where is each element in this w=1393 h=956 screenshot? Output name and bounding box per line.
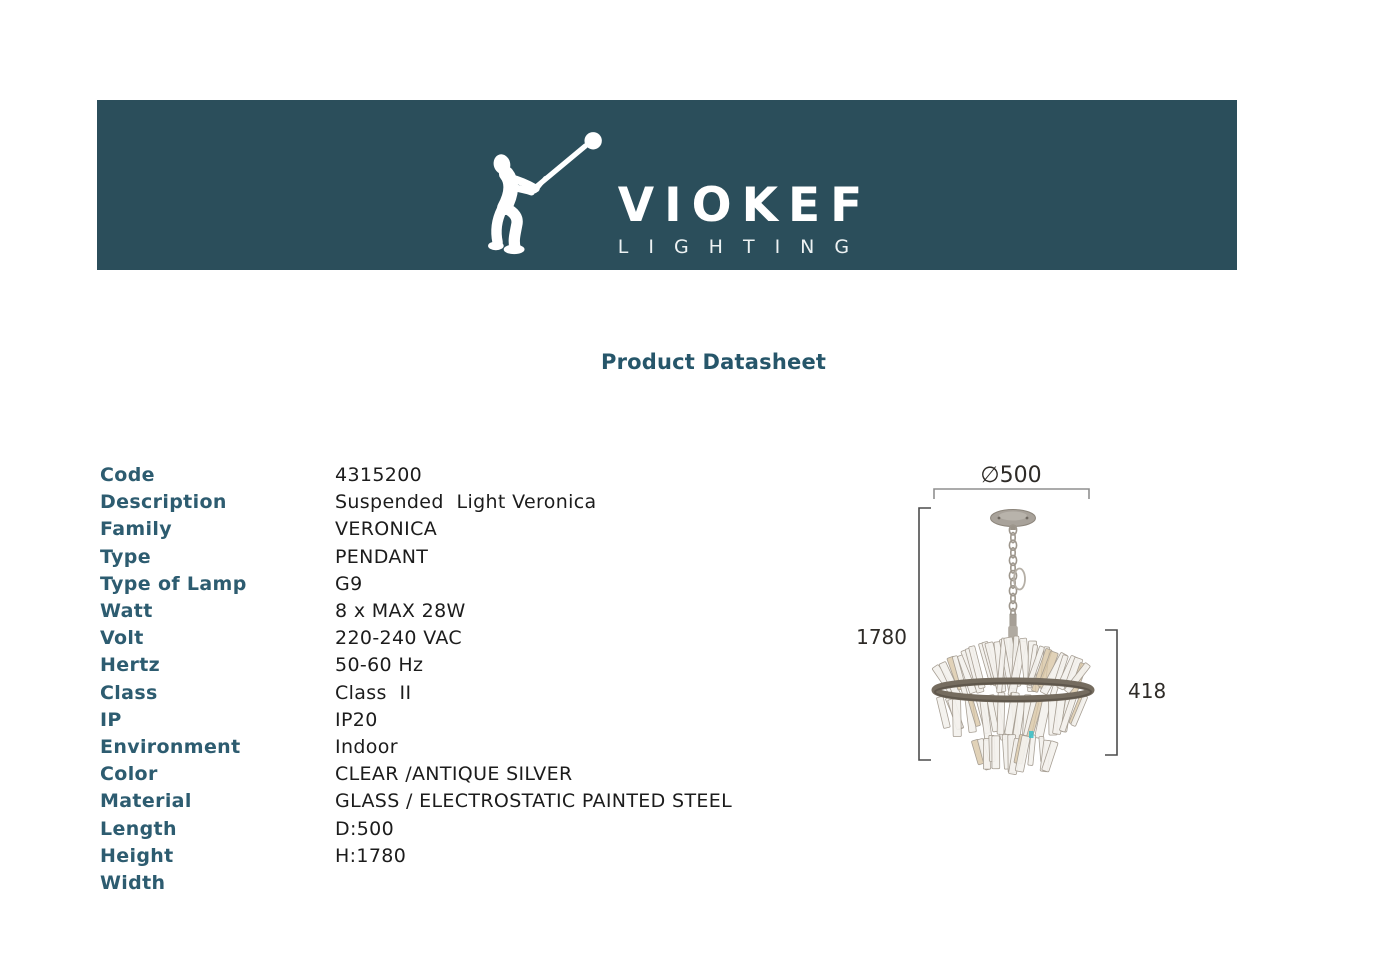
spec-label: Volt — [100, 627, 144, 650]
brand-header — [97, 100, 1237, 270]
canopy-highlight — [999, 512, 1027, 521]
spec-row — [100, 843, 732, 870]
spec-value: D:500 — [335, 817, 395, 840]
spec-row — [100, 680, 732, 707]
spec-row — [100, 707, 732, 734]
spec-label: Type — [100, 545, 151, 568]
diameter-dimension — [934, 463, 1089, 499]
spec-label: Hertz — [100, 654, 161, 677]
spec-row — [100, 516, 732, 543]
brand-name: VIOKEF — [617, 178, 873, 233]
spec-value: 50-60 Hz — [335, 654, 424, 677]
spec-value: 4315200 — [335, 464, 423, 486]
spec-label: Length — [100, 817, 177, 840]
spec-row — [100, 761, 732, 788]
canopy-screw — [1026, 517, 1029, 520]
fixture-height-bracket — [1105, 630, 1117, 755]
spec-label: Description — [100, 491, 227, 514]
crystal-tier-bottom — [971, 734, 1058, 774]
spec-label: Watt — [100, 600, 153, 623]
spec-label: Width — [100, 872, 166, 895]
spec-label: Material — [100, 790, 192, 813]
spec-label: Family — [100, 518, 172, 541]
crystal-tag — [1029, 731, 1034, 738]
spec-row — [100, 788, 732, 815]
fixture-height-dimension — [1105, 630, 1166, 755]
diameter-bracket — [934, 489, 1089, 499]
brand-subtitle: LIGHTING — [617, 236, 870, 258]
spec-row — [100, 734, 732, 761]
spec-value: IP20 — [335, 708, 378, 731]
hammer-thrower-icon — [462, 122, 614, 262]
spec-label: Color — [100, 763, 158, 786]
spec-label: Code — [100, 464, 155, 486]
spec-row — [100, 870, 732, 897]
spec-table — [100, 462, 732, 897]
spec-row — [100, 544, 732, 571]
spec-label: Height — [100, 844, 174, 867]
viokef-logo — [462, 122, 872, 270]
spec-value: H:1780 — [335, 844, 407, 867]
crystal-tier-upper — [932, 636, 1091, 700]
logo-text — [617, 178, 873, 258]
fixture-height-label: 418 — [1128, 679, 1167, 703]
spec-label: Type of Lamp — [100, 572, 247, 595]
diameter-label: ∅500 — [980, 463, 1042, 488]
spec-value: 8 x MAX 28W — [335, 600, 466, 623]
total-height-dimension — [856, 508, 931, 760]
spec-label: IP — [100, 708, 122, 731]
spec-value: Suspended Light Veronica — [335, 491, 597, 514]
spec-value: 220-240 VAC — [335, 627, 462, 650]
spec-value: CLEAR /ANTIQUE SILVER — [335, 763, 573, 786]
spec-value: PENDANT — [335, 545, 429, 568]
spec-value: Class II — [335, 681, 412, 704]
total-height-label: 1780 — [856, 625, 907, 649]
spec-row — [100, 625, 732, 652]
spec-row — [100, 598, 732, 625]
chandelier-illustration — [932, 510, 1091, 775]
spec-row — [100, 816, 732, 843]
product-diagram — [845, 448, 1185, 778]
spec-row — [100, 462, 732, 489]
spec-label: Class — [100, 681, 158, 704]
spec-row — [100, 571, 732, 598]
canopy-screw — [998, 517, 1001, 520]
page-title: Product Datasheet — [601, 350, 827, 374]
spec-value: GLASS / ELECTROSTATIC PAINTED STEEL — [335, 790, 733, 813]
spec-row — [100, 489, 732, 516]
spec-label: Environment — [100, 736, 241, 759]
spec-value: VERONICA — [335, 518, 438, 541]
spec-value: G9 — [335, 572, 363, 595]
total-height-bracket — [919, 508, 931, 760]
spec-row — [100, 652, 732, 679]
spec-value: Indoor — [335, 736, 398, 759]
